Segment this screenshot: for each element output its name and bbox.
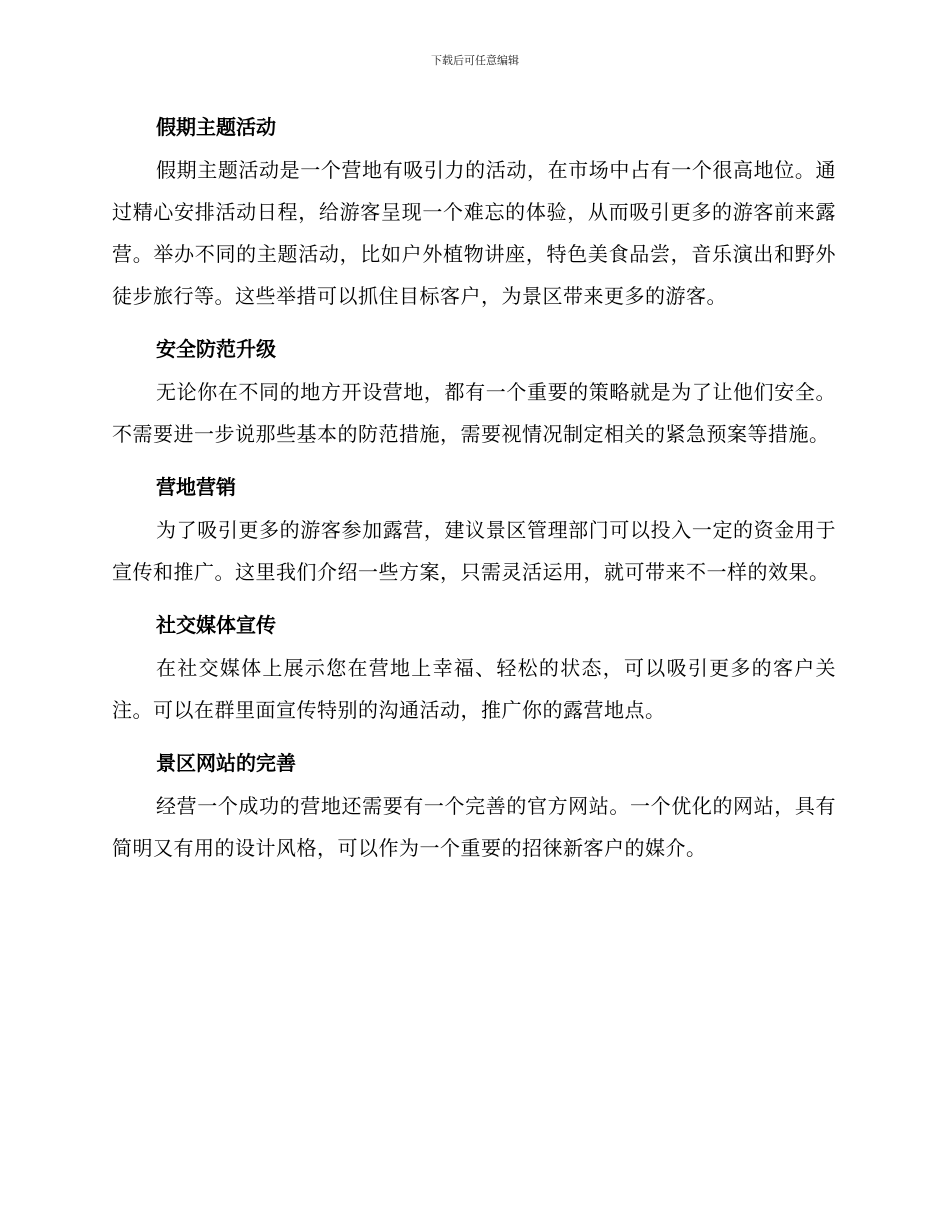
section-heading-website: 景区网站的完善 <box>156 751 296 775</box>
section-body-website: 经营一个成功的营地还需要有一个完善的官方网站。一个优化的网站，具有简明又有用的设计风格，可以作为一个重要的招徕新客户的媒介。 <box>112 794 836 860</box>
section-body-holiday-activities: 假期主题活动是一个营地有吸引力的活动，在市场中占有一个很高地位。通过精心安排活动日程，给游客呈现一个难忘的体验，从而吸引更多的游客前来露营。举办不同的主题活动，比如户外植物讲座，特色美食品尝，音乐演出和野外徒步旅行等。这些举措可以抓住目标客户，为景区带来更多的游客。 <box>112 158 836 308</box>
section-body-camp-marketing: 为了吸引更多的游客参加露营，建议景区管理部门可以投入一定的资金用于宣传和推广。这里我们介绍一些方案，只需灵活运用，就可带来不一样的效果。 <box>112 518 836 584</box>
section-heading-social-media: 社交媒体宣传 <box>156 613 276 637</box>
section-heading-safety-upgrade: 安全防范升级 <box>156 337 276 361</box>
section-heading-holiday-activities: 假期主题活动 <box>156 115 276 139</box>
section-body-safety-upgrade: 无论你在不同的地方开设营地，都有一个重要的策略就是为了让他们安全。不需要进一步说那些基本的防范措施，需要视情况制定相关的紧急预案等措施。 <box>112 380 836 446</box>
document-body <box>112 105 836 879</box>
section-body-social-media: 在社交媒体上展示您在营地上幸福、轻松的状态，可以吸引更多的客户关注。可以在群里面宣传特别的沟通活动，推广你的露营地点。 <box>112 656 836 722</box>
section-heading-camp-marketing: 营地营销 <box>156 475 236 499</box>
page-header: 下载后可任意编辑 <box>431 54 519 67</box>
